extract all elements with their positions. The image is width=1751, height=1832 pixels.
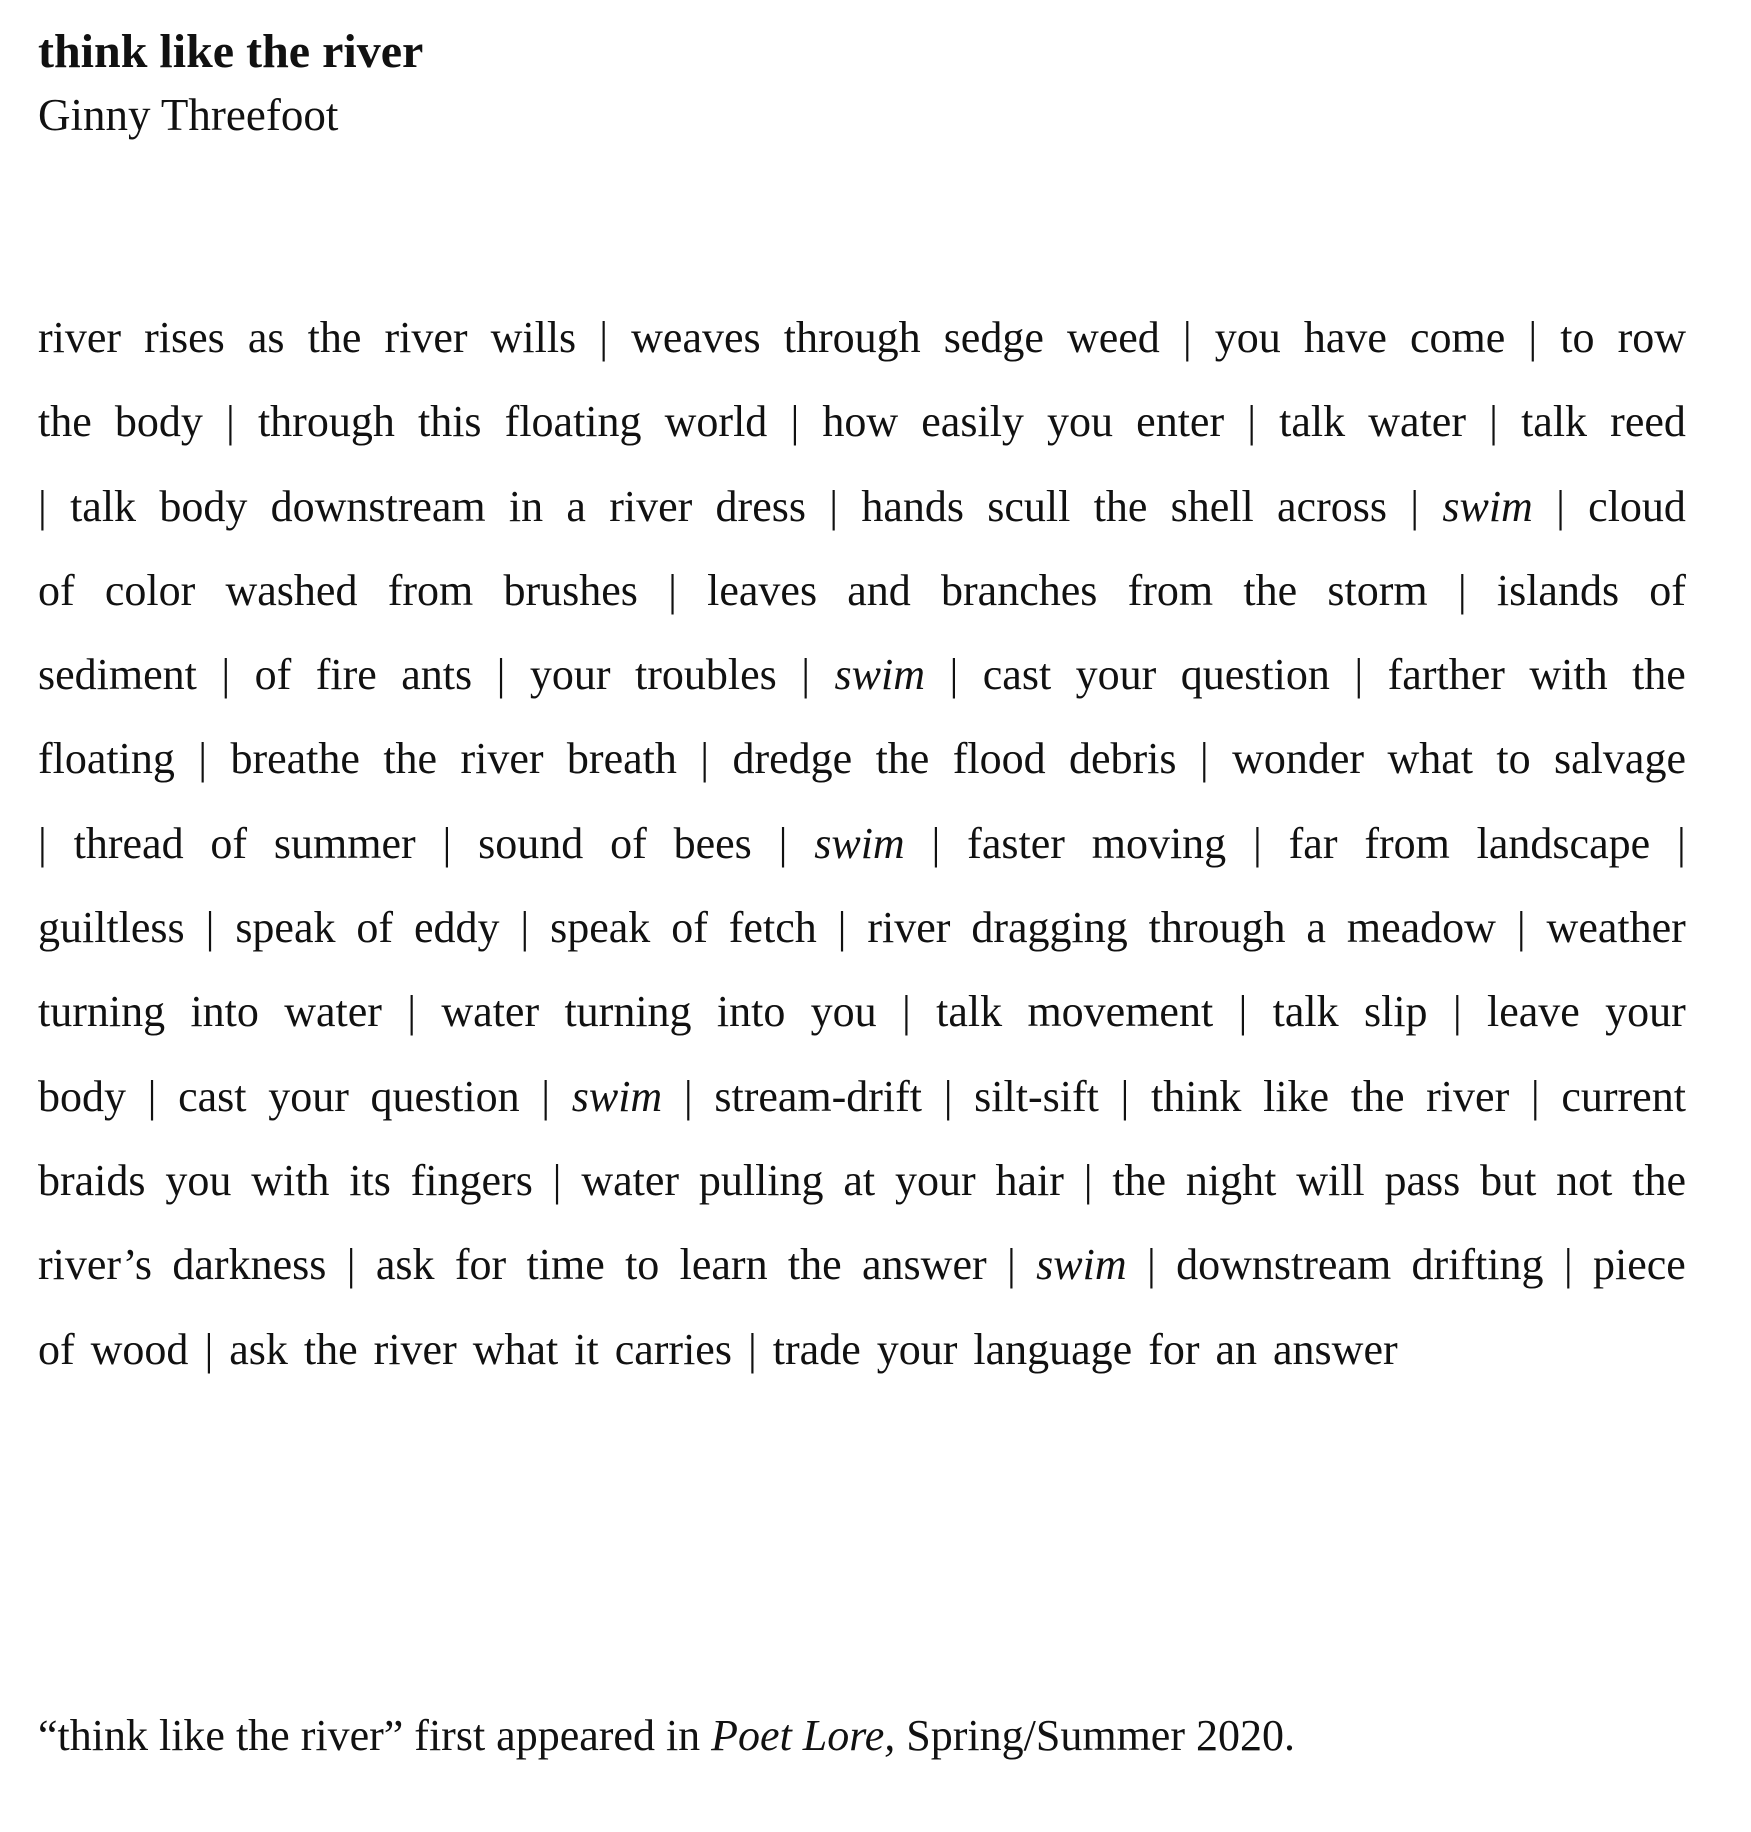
poem-line: | talk body downstream in a river dress | hands scull the shell across | swim | cloud bbox=[38, 481, 1686, 531]
poem-line: river’s darkness | ask for time to learn the answer | swim | downstream drifting | piece bbox=[38, 1240, 1686, 1290]
poem-line: guiltless | speak of eddy | speak of fetch | river dragging through a meadow | weather bbox=[38, 903, 1686, 953]
poem-line: braids you with its fingers | water pulling at your hair | the night will pass but not the bbox=[38, 1155, 1686, 1205]
poem-title: think like the river bbox=[38, 25, 424, 78]
poem-line: of color washed from brushes | leaves and branches from the storm | islands of bbox=[38, 565, 1686, 615]
poem-body bbox=[38, 302, 1686, 1398]
poem-line: | thread of summer | sound of bees | swim | faster moving | far from landscape | bbox=[38, 818, 1686, 868]
credit-text-before: “think like the river” first appeared in bbox=[38, 1711, 712, 1760]
poem-line: floating | breathe the river breath | dredge the flood debris | wonder what to salvage bbox=[38, 734, 1686, 784]
poem-line: of wood | ask the river what it carries | trade your language for an answer bbox=[38, 1324, 1398, 1374]
poem-line: the body | through this floating world | how easily you enter | talk water | talk reed bbox=[38, 397, 1686, 447]
credit-text-after: Spring/Summer 2020. bbox=[895, 1711, 1295, 1760]
poem-line: river rises as the river wills | weaves through sedge weed | you have come | to row bbox=[38, 313, 1686, 362]
poem-line: body | cast your question | swim | stream-drift | silt-sift | think like the river | current bbox=[38, 1071, 1686, 1121]
poem-line: sediment | of fire ants | your troubles | swim | cast your question | farther with the bbox=[38, 650, 1686, 700]
poem-line: turning into water | water turning into you | talk movement | talk slip | leave your bbox=[38, 987, 1686, 1037]
publication-credit bbox=[38, 1706, 1295, 1766]
credit-journal-name: Poet Lore, bbox=[711, 1711, 896, 1760]
poem-author: Ginny Threefoot bbox=[38, 90, 339, 140]
